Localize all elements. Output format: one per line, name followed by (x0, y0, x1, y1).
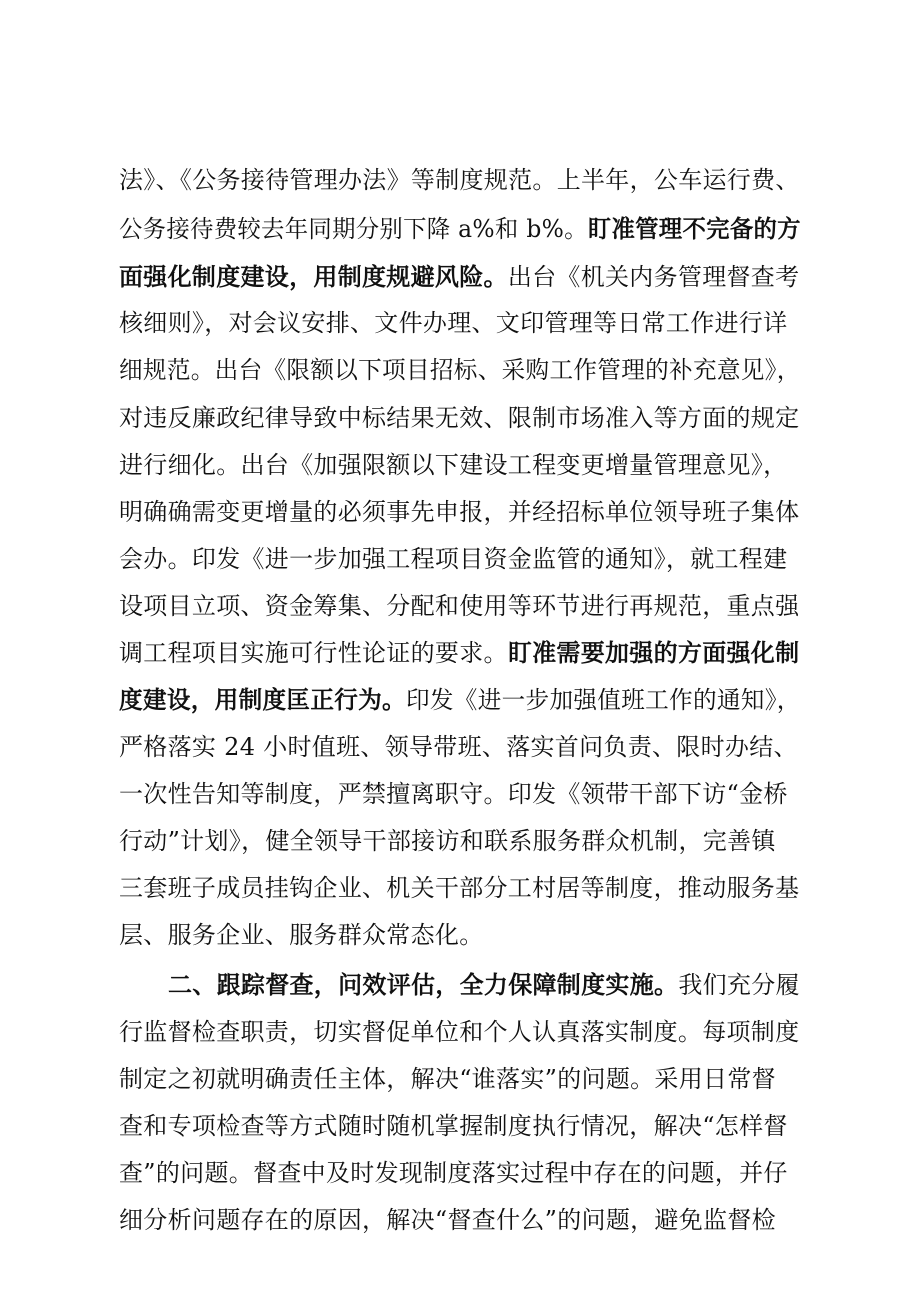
text-segment: 出台《机关内务管理督查考 (507, 263, 800, 291)
text-segment: 行监督检查职责，切实督促单位和个人认真落实制度。每项制度 (119, 1018, 800, 1046)
bold-text-segment: 盯准管理不完备的方 (587, 214, 801, 243)
text-line (119, 636, 799, 670)
text-segment: 法》、《公务接待管理办法》等制度规范。上半年，公车运行费、 (119, 166, 800, 194)
text-line (119, 260, 799, 294)
bold-text-segment: 二、跟踪督查，问效评估，全力保障制度实施。 (168, 970, 679, 999)
text-line (119, 401, 799, 435)
text-segment: 细规范。出台《限额以下项目招标、采购工作管理的补充意见》， (119, 356, 801, 384)
text-segment: 三套班子成员挂钩企业、机关干部分工村居等制度，推动服务基 (119, 874, 800, 902)
bold-text-segment: 度建设，用制度匡正行为。 (119, 685, 406, 714)
text-segment: 设项目立项、资金筹集、分配和使用等环节进行再规范，重点强 (119, 592, 800, 620)
text-line (119, 1109, 788, 1143)
text-line (119, 824, 776, 858)
text-line (119, 730, 798, 764)
text-line (119, 1062, 776, 1096)
text-segment: 印发《进一步加强值班工作的通知》， (405, 686, 801, 714)
text-line (119, 212, 801, 246)
text-line (119, 683, 801, 717)
text-line (119, 495, 799, 529)
text-segment: 调工程项目实施可行性论证的要求。 (119, 639, 508, 667)
text-segment: 对违反廉政纪律导致中标结果无效、限制市场准入等方面的规定 (119, 404, 800, 432)
text-line (119, 163, 800, 197)
bold-text-segment: 盯准需要加强的方面强化制 (507, 638, 800, 667)
text-line (119, 589, 799, 623)
text-segment: 行动”计划》，健全领导干部接访和联系服务群众机制，完善镇 (119, 827, 776, 855)
text-segment: 我们充分履 (678, 971, 800, 999)
text-segment: 一次性告知等制度，严禁擅离职守。印发《领带干部下访“金桥 (119, 780, 788, 808)
text-line (119, 777, 788, 811)
text-line (119, 542, 787, 576)
text-segment: 查和专项检查等方式随时随机掌握制度执行情况，解决“怎样督 (119, 1112, 788, 1140)
text-line (119, 871, 799, 905)
text-line (168, 968, 800, 1002)
text-line (119, 918, 484, 952)
text-line (119, 448, 787, 482)
text-segment: 制定之初就明确责任主体，解决“谁落实”的问题。采用日常督 (119, 1065, 776, 1093)
text-line (119, 1156, 788, 1190)
text-line (119, 1203, 776, 1237)
text-segment: 严格落实 24 小时值班、领导带班、落实首问负责、限时办结、 (119, 733, 798, 761)
text-segment: 明确确需变更增量的必须事先申报，并经招标单位领导班子集体 (119, 498, 800, 526)
text-segment: 公务接待费较去年同期分别下降 a%和 b%。 (119, 215, 588, 243)
text-segment: 查”的问题。督查中及时发现制度落实过程中存在的问题，并仔 (119, 1159, 788, 1187)
text-segment: 细分析问题存在的原因，解决“督查什么”的问题，避免监督检 (119, 1206, 776, 1234)
text-segment: 进行细化。出台《加强限额以下建设工程变更增量管理意见》， (119, 451, 788, 479)
text-segment: 会办。印发《进一步加强工程项目资金监管的通知》，就工程建 (119, 545, 788, 573)
text-line (119, 353, 801, 387)
text-segment: 核细则》，对会议安排、文件办理、文印管理等日常工作进行详 (119, 309, 788, 337)
text-line (119, 1015, 799, 1049)
text-line (119, 306, 787, 340)
bold-text-segment: 面强化制度建设，用制度规避风险。 (119, 262, 508, 291)
text-segment: 层、服务企业、服务群众常态化。 (119, 921, 484, 949)
